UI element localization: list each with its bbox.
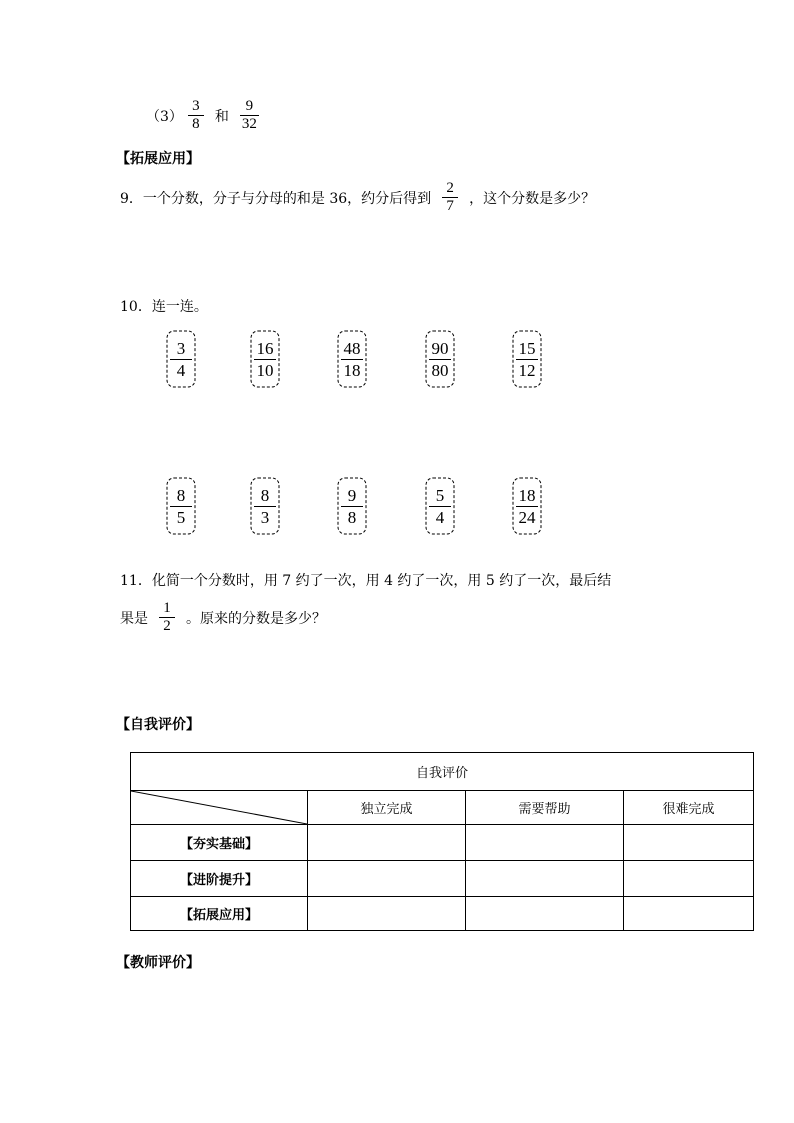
fraction-card[interactable]: 90 80 — [423, 328, 457, 390]
row-header: 【夯实基础】 — [131, 825, 308, 861]
q8-fraction-1: $\frac{3}{8}$ — [189, 98, 203, 133]
fraction-card[interactable]: 15 12 — [510, 328, 544, 390]
fraction-card[interactable]: 9 8 — [335, 475, 369, 537]
fraction-card[interactable]: 16 10 — [248, 328, 282, 390]
section-heading-teacher-evaluation: 【教师评价】 — [116, 955, 200, 971]
column-header: 需要帮助 — [466, 791, 624, 825]
column-header: 独立完成 — [308, 791, 466, 825]
q9-fraction: $\frac{2}{7}$ — [443, 180, 457, 215]
table-row — [131, 825, 754, 861]
q8-part3 — [146, 98, 258, 133]
table-row — [131, 897, 754, 931]
question-10: 10．连一连。 — [120, 299, 208, 315]
fraction-card[interactable]: 18 24 — [510, 475, 544, 537]
question-11-line-2 — [120, 600, 326, 635]
q8-part3-label: （3） — [146, 108, 183, 125]
checkbox-cell[interactable] — [308, 861, 466, 897]
q11-text-after: 。原来的分数是多少？ — [186, 610, 326, 627]
checkbox-cell[interactable] — [466, 861, 624, 897]
fraction-card[interactable]: 8 5 — [164, 475, 198, 537]
checkbox-cell[interactable] — [624, 861, 754, 897]
fraction-card[interactable]: 8 3 — [248, 475, 282, 537]
fraction-card[interactable]: 3 4 — [164, 328, 198, 390]
question-11-line-1: 11．化简一个分数时，用 7 约了一次，用 4 约了一次，用 5 约了一次，最后结 — [120, 573, 612, 589]
checkbox-cell[interactable] — [308, 825, 466, 861]
q8-conjunction: 和 — [214, 108, 229, 125]
fraction-card[interactable]: 5 4 — [423, 475, 457, 537]
q8-fraction-2: $\frac{9}{32}$ — [241, 98, 257, 132]
q11-fraction: $\frac{1}{2}$ — [160, 600, 174, 635]
row-header: 【拓展应用】 — [131, 897, 308, 931]
row-header: 【进阶提升】 — [131, 861, 308, 897]
section-heading-self-evaluation: 【自我评价】 — [116, 717, 200, 733]
diagonal-header-cell — [131, 791, 308, 825]
table-row — [131, 861, 754, 897]
checkbox-cell[interactable] — [308, 897, 466, 931]
q9-text-before: 9．一个分数，分子与分母的和是 36，约分后得到 — [120, 190, 432, 207]
table-title: 自我评价 — [131, 753, 754, 791]
checkbox-cell[interactable] — [624, 825, 754, 861]
question-9 — [120, 180, 595, 215]
checkbox-cell[interactable] — [466, 825, 624, 861]
self-evaluation-table — [130, 752, 754, 931]
column-header: 很难完成 — [624, 791, 754, 825]
section-heading-extend: 【拓展应用】 — [116, 151, 200, 167]
checkbox-cell[interactable] — [624, 897, 754, 931]
fraction-card[interactable]: 48 18 — [335, 328, 369, 390]
checkbox-cell[interactable] — [466, 897, 624, 931]
diagonal-line — [131, 791, 307, 824]
q9-text-after: ，这个分数是多少？ — [469, 190, 596, 207]
q11-text-before: 果是 — [120, 610, 148, 627]
